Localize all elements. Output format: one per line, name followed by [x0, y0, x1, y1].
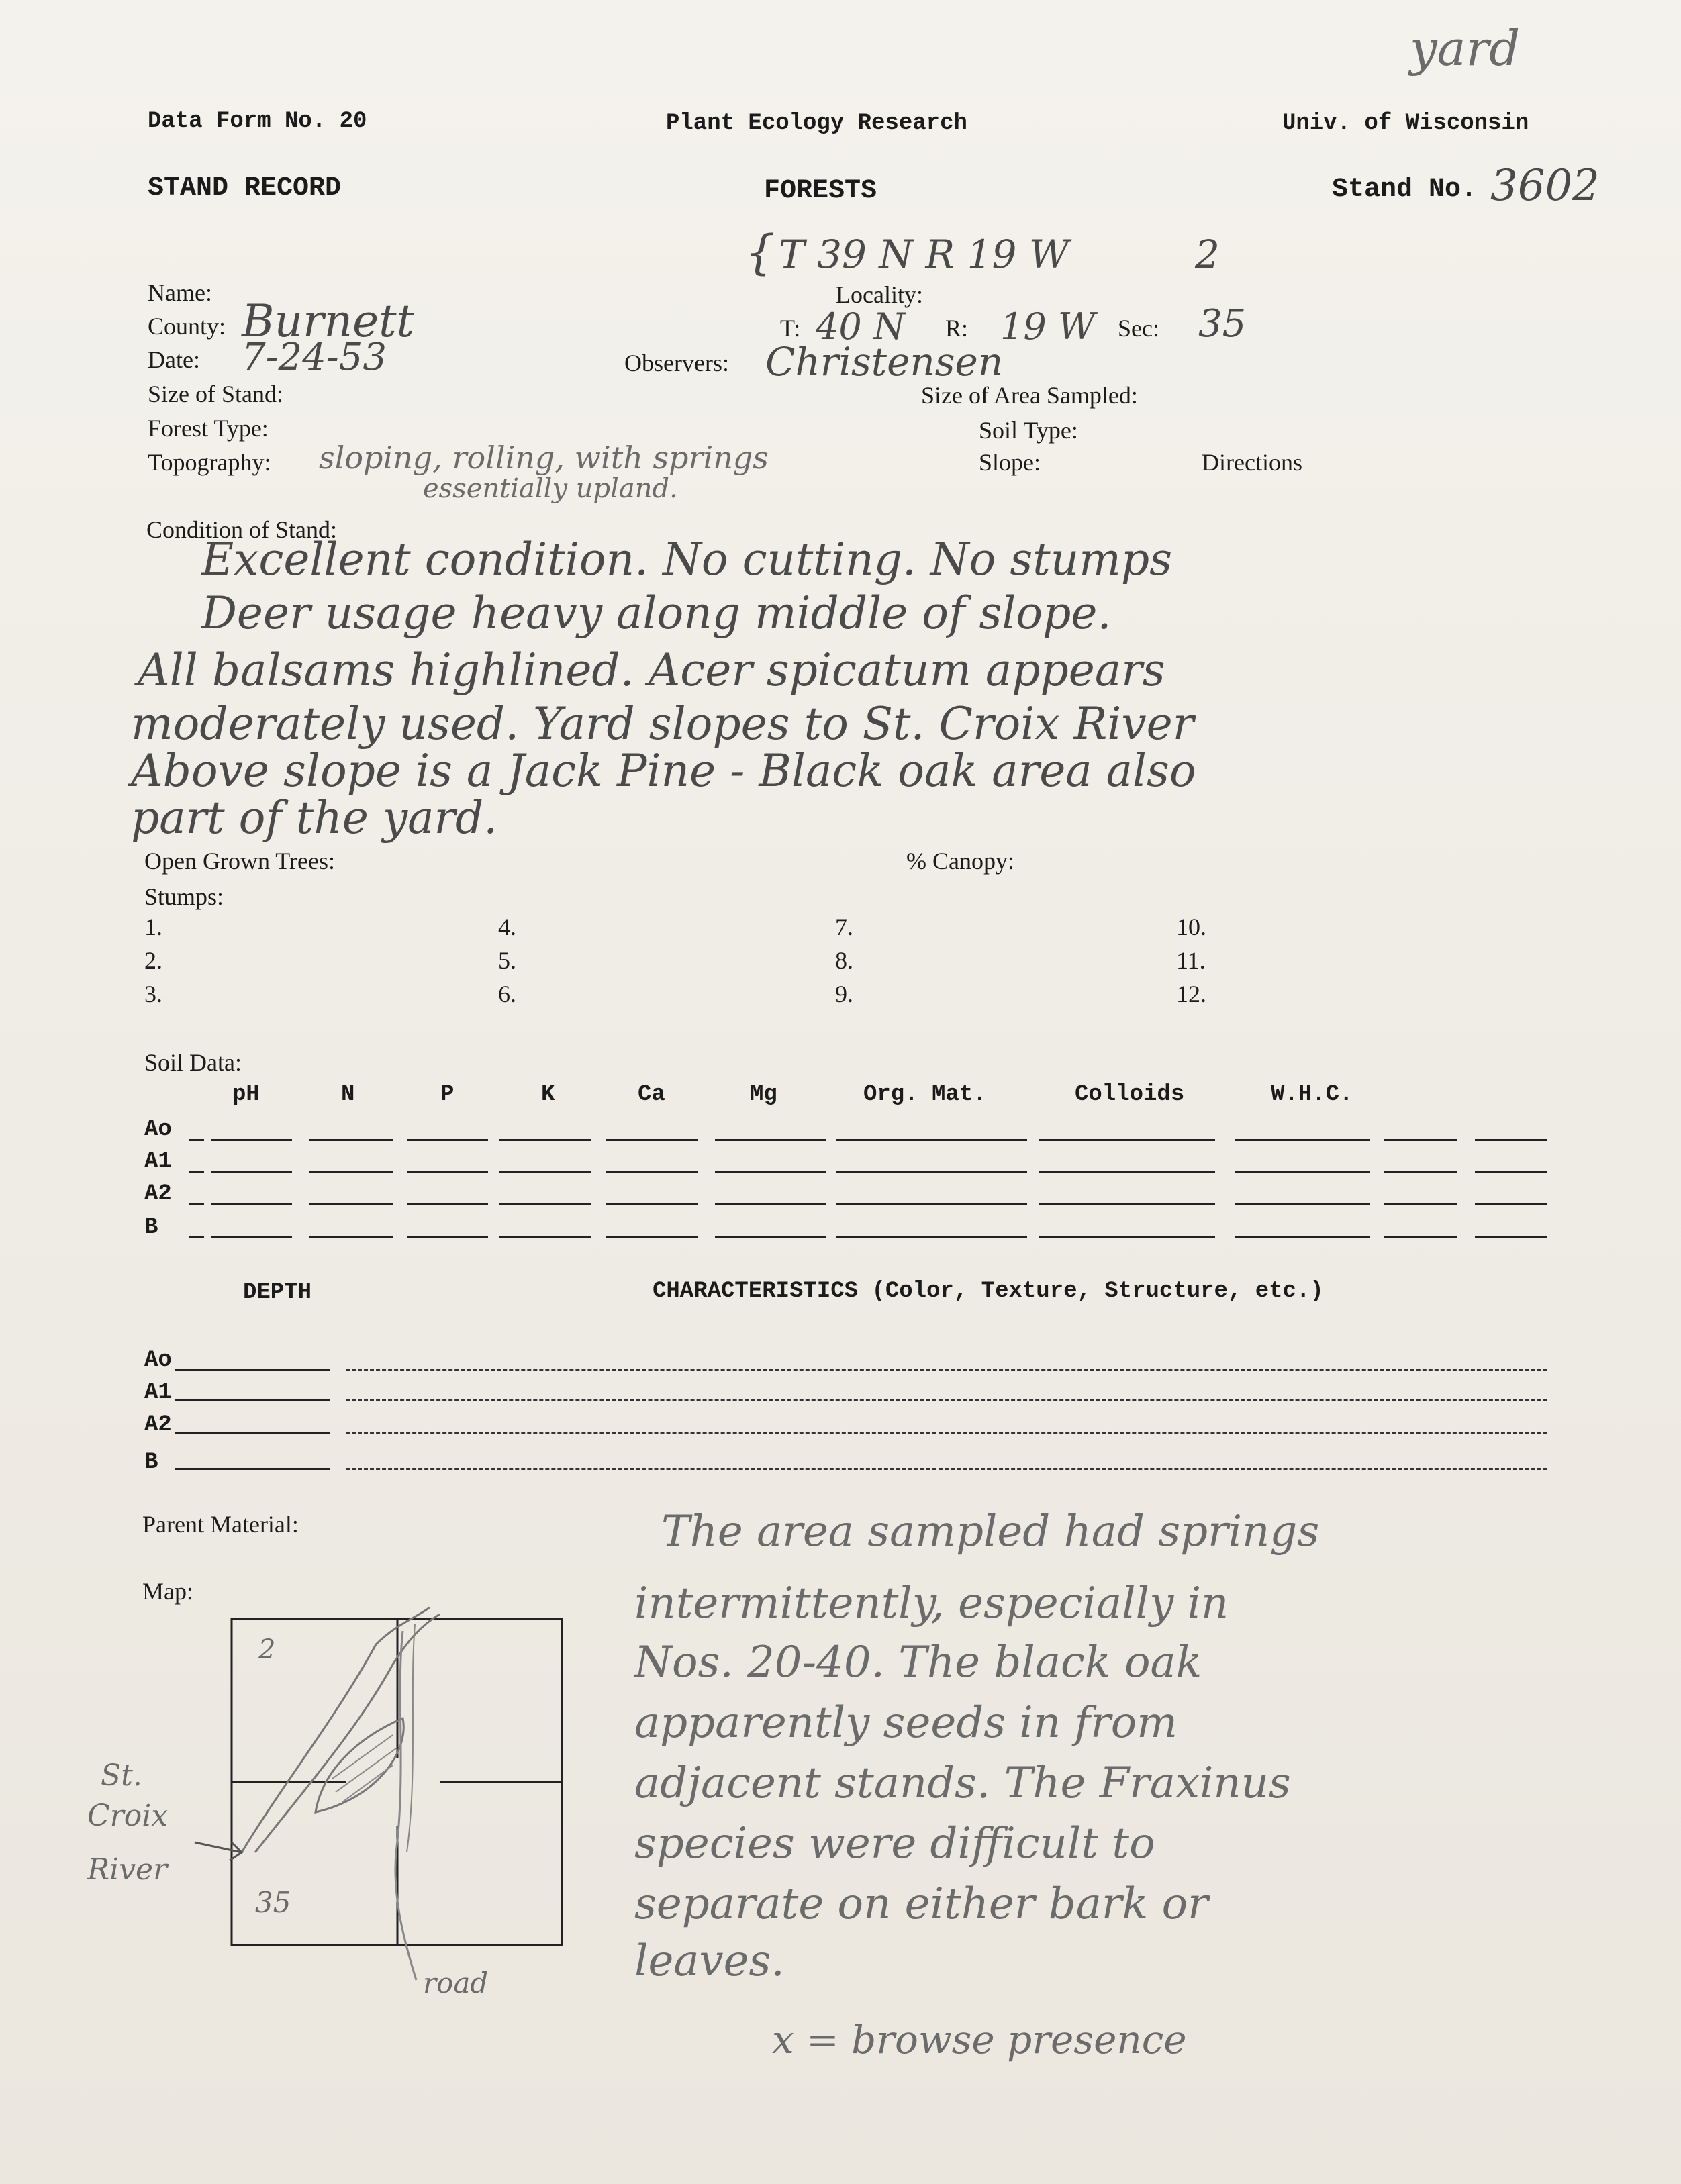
condition-line: Excellent condition. No cutting. No stumps [201, 534, 1172, 585]
stump-number: 1. [144, 913, 162, 940]
stump-number: 7. [835, 913, 853, 940]
soil-col-p: P [440, 1082, 454, 1107]
topography-label: Topography: [148, 449, 271, 476]
slope-label: Slope: [979, 449, 1041, 476]
parent-material-label: Parent Material: [142, 1511, 299, 1538]
stump-number: 11. [1176, 947, 1206, 974]
note-line: Nos. 20-40. The black oak [634, 1638, 1202, 1687]
soil-col-n: N [341, 1082, 355, 1107]
soil-col-whc: W.H.C. [1271, 1082, 1353, 1107]
stump-number: 8. [835, 947, 853, 974]
organization: Plant Ecology Research [666, 111, 967, 136]
condition-line: Above slope is a Jack Pine - Black oak area also [131, 745, 1196, 797]
soil-col-colloids: Colloids [1075, 1082, 1185, 1107]
locality-note: T 39 N R 19 W [779, 232, 1069, 277]
stump-number: 4. [498, 913, 516, 940]
soil-col-k: K [541, 1082, 555, 1107]
size-of-stand-label: Size of Stand: [148, 381, 283, 407]
stump-number: 3. [144, 981, 162, 1007]
range-value: 19 W [1000, 305, 1096, 348]
note-line: separate on either bark or [634, 1879, 1208, 1929]
map-label: Map: [142, 1578, 193, 1605]
locality-label: Locality: [836, 281, 923, 308]
open-grown-label: Open Grown Trees: [144, 848, 335, 875]
road-label: road [423, 1967, 489, 1999]
canopy-label: % Canopy: [906, 848, 1014, 875]
township-value: 40 N [816, 305, 906, 348]
note-line: apparently seeds in from [634, 1698, 1178, 1748]
forest-type-label: Forest Type: [148, 415, 269, 442]
soil-col-ph: pH [232, 1082, 260, 1107]
note-line: leaves. [634, 1936, 785, 1986]
locality-note-2: 2 [1195, 232, 1220, 277]
note-line: The area sampled had springs [661, 1507, 1320, 1556]
date-value: 7-24-53 [242, 336, 387, 379]
stand-no-label: Stand No. [1332, 175, 1478, 205]
soil-type-label: Soil Type: [979, 417, 1078, 444]
condition-line: part of the yard. [131, 792, 498, 844]
observers-label: Observers: [624, 350, 729, 377]
soil-row-label: A2 [144, 1181, 172, 1207]
condition-label: Condition of Stand: [146, 516, 338, 543]
map-section-bottom: 35 [255, 1886, 291, 1919]
depth-row-label: A2 [144, 1412, 172, 1438]
characteristics-label: CHARACTERISTICS (Color, Texture, Structure, etc.) [653, 1279, 1324, 1304]
stump-number: 12. [1176, 981, 1206, 1007]
soil-row-label: A1 [144, 1149, 172, 1175]
river-label-3: River [87, 1852, 168, 1887]
topography-value-2: essentially upland. [423, 473, 678, 504]
depth-row-label: A1 [144, 1380, 172, 1405]
stand-no-value: 3602 [1490, 161, 1600, 211]
directions-label: Directions [1202, 449, 1302, 476]
stumps-label: Stumps: [144, 883, 224, 910]
observers-value: Christensen [765, 339, 1004, 385]
stump-number: 5. [498, 947, 516, 974]
locality-brace: { [745, 225, 775, 280]
range-label: R: [945, 315, 969, 342]
county-value: Burnett [242, 295, 415, 347]
depth-row-label: B [144, 1450, 158, 1475]
depth-row-label: Ao [144, 1348, 172, 1373]
township-label: T: [780, 315, 801, 342]
condition-line: All balsams highlined. Acer spicatum appears [138, 644, 1165, 696]
soil-row-label: B [144, 1215, 158, 1240]
date-label: Date: [148, 346, 200, 373]
soil-col-ca: Ca [638, 1082, 665, 1107]
soil-data-label: Soil Data: [144, 1049, 242, 1076]
depth-label: DEPTH [243, 1280, 312, 1305]
note-line: intermittently, especially in [634, 1579, 1229, 1628]
condition-line: Deer usage heavy along middle of slope. [201, 587, 1112, 639]
record-type: STAND RECORD [148, 173, 342, 203]
stump-number: 10. [1176, 913, 1206, 940]
section-label: Sec: [1118, 315, 1159, 342]
section-value: 35 [1198, 302, 1247, 346]
map-section-top: 2 [258, 1634, 276, 1665]
soil-col-mg: Mg [750, 1082, 777, 1107]
stump-number: 6. [498, 981, 516, 1007]
form-number: Data Form No. 20 [148, 109, 367, 134]
soil-row-label: Ao [144, 1117, 172, 1142]
river-label-1: St. [101, 1758, 142, 1793]
size-of-area-label: Size of Area Sampled: [921, 382, 1138, 409]
soil-col-org-mat: Org. Mat. [863, 1082, 987, 1107]
county-label: County: [148, 313, 226, 340]
university: Univ. of Wisconsin [1282, 111, 1529, 136]
name-label: Name: [148, 279, 212, 306]
note-line: adjacent stands. The Fraxinus [634, 1758, 1291, 1808]
stump-number: 2. [144, 947, 162, 974]
browse-legend: x = browse presence [772, 2017, 1187, 2063]
yard-annotation: yard [1410, 20, 1521, 77]
stump-number: 9. [835, 981, 853, 1007]
river-label-2: Croix [87, 1799, 169, 1833]
topography-value: sloping, rolling, with springs [319, 440, 769, 476]
category-title: FORESTS [764, 176, 877, 206]
condition-line: moderately used. Yard slopes to St. Croix River [131, 698, 1194, 750]
note-line: species were difficult to [634, 1819, 1155, 1869]
